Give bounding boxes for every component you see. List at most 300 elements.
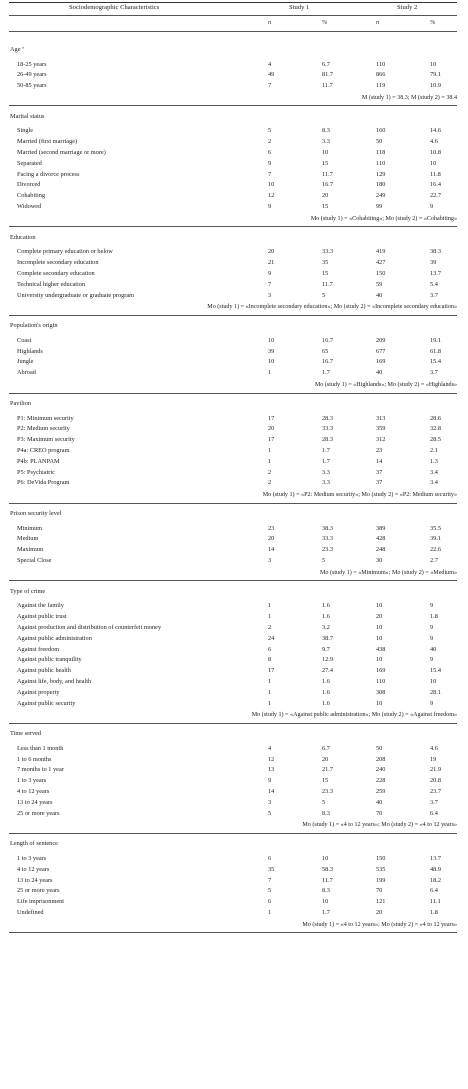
row-value: 9 bbox=[430, 623, 434, 631]
table-row bbox=[9, 459, 457, 467]
row-value: 3.3 bbox=[322, 468, 330, 476]
row-value: 10 bbox=[376, 623, 383, 631]
row-label: 1 to 3 years bbox=[17, 854, 47, 862]
table-row bbox=[9, 437, 457, 445]
row-label: Special Close bbox=[17, 557, 52, 564]
row-value: 11.7 bbox=[322, 876, 333, 884]
row-value: 39 bbox=[430, 259, 437, 267]
row-value: 17 bbox=[268, 414, 275, 422]
section-note: Mo (study 1) = «4 to 12 years»; Mo (study 2) = «4 to 12 years» bbox=[302, 822, 457, 829]
table-row bbox=[9, 789, 457, 797]
section-title: Pavilion bbox=[10, 400, 31, 407]
row-value: 38.3 bbox=[322, 524, 334, 532]
row-value: 40 bbox=[430, 645, 437, 653]
row-value: 169 bbox=[376, 667, 386, 675]
row-value: 1 bbox=[268, 613, 272, 621]
row-value: 7 bbox=[268, 82, 272, 90]
rule-line bbox=[9, 15, 457, 16]
row-value: 10 bbox=[376, 602, 383, 610]
row-value: 10 bbox=[430, 159, 437, 167]
table-row bbox=[9, 249, 457, 257]
row-label: Medium bbox=[17, 535, 39, 543]
row-value: 7 bbox=[268, 876, 272, 884]
row-value: 150 bbox=[376, 854, 386, 862]
row-value: 33.3 bbox=[322, 535, 334, 543]
table-row bbox=[9, 625, 457, 633]
row-value: 70 bbox=[376, 887, 383, 895]
table-row bbox=[9, 480, 457, 488]
header-pct-study1: % bbox=[322, 19, 328, 26]
row-value: 4 bbox=[268, 744, 272, 752]
table-row bbox=[9, 603, 457, 611]
row-value: 12 bbox=[268, 755, 275, 763]
rule-line bbox=[9, 503, 457, 504]
table-row bbox=[9, 800, 457, 808]
row-value: 32.8 bbox=[430, 425, 442, 433]
row-label: Against freedom bbox=[17, 645, 60, 653]
header-study1: Study 1 bbox=[289, 4, 310, 11]
row-value: 50 bbox=[376, 744, 383, 752]
row-value: 208 bbox=[376, 755, 386, 763]
row-value: 2.1 bbox=[430, 446, 438, 454]
section-note: Mo (study 1) = «Against public administration»; Mo (study 2) = «Against freedom» bbox=[251, 712, 457, 719]
row-value: 3.3 bbox=[322, 479, 330, 487]
row-value: 35.5 bbox=[430, 524, 442, 532]
rule-line bbox=[9, 31, 457, 32]
row-value: 9 bbox=[268, 269, 272, 277]
row-value: 9 bbox=[430, 699, 434, 707]
rule-line bbox=[9, 105, 457, 106]
row-label: Coast bbox=[17, 336, 32, 344]
table-row bbox=[9, 128, 457, 136]
row-value: 33.3 bbox=[322, 425, 334, 433]
row-value: 20 bbox=[268, 425, 275, 433]
row-value: 3.7 bbox=[430, 798, 438, 806]
row-value: 150 bbox=[376, 269, 386, 277]
table-row bbox=[9, 349, 457, 357]
row-value: 5 bbox=[268, 127, 272, 135]
row-value: 240 bbox=[376, 766, 386, 774]
row-value: 3 bbox=[268, 557, 272, 564]
row-value: 21.9 bbox=[430, 766, 442, 774]
row-label: Undefined bbox=[17, 908, 44, 916]
row-label: Against public tranquility bbox=[17, 656, 82, 664]
row-value: 39.1 bbox=[430, 535, 442, 543]
row-value: 209 bbox=[376, 336, 386, 344]
row-value: 2.7 bbox=[430, 557, 438, 564]
row-value: 35 bbox=[268, 865, 275, 873]
table-row bbox=[9, 139, 457, 147]
section-title-row bbox=[9, 589, 457, 597]
row-label: Life imprisonment bbox=[17, 898, 65, 906]
row-value: 2 bbox=[268, 468, 272, 476]
row-value: 1 bbox=[268, 688, 272, 696]
row-value: 16.7 bbox=[322, 358, 334, 366]
rule-line bbox=[9, 393, 457, 394]
row-value: 427 bbox=[376, 259, 386, 267]
table-row bbox=[9, 614, 457, 622]
row-label: 18-25 years bbox=[17, 60, 47, 68]
rule-line bbox=[9, 2, 457, 3]
row-value: 10 bbox=[268, 358, 275, 366]
row-label: P3: Maximum security bbox=[17, 436, 75, 444]
table-row bbox=[9, 370, 457, 378]
rule-line bbox=[9, 932, 457, 933]
section-note: Mo (study 1) = «Cohabiting»; Mo (study 2) = «Cohabiting» bbox=[310, 215, 457, 222]
table-row bbox=[9, 204, 457, 212]
row-value: 19 bbox=[430, 755, 437, 763]
row-label: 1 to 3 years bbox=[17, 777, 47, 785]
row-value: 5 bbox=[322, 291, 326, 299]
row-value: 20 bbox=[268, 248, 275, 256]
table-row bbox=[9, 657, 457, 665]
row-value: 10 bbox=[430, 60, 437, 68]
table-row bbox=[9, 888, 457, 896]
table-row bbox=[9, 668, 457, 676]
row-label: Minimum bbox=[17, 524, 43, 532]
table-row bbox=[9, 338, 457, 346]
row-value: 6.7 bbox=[322, 744, 330, 752]
row-value: 58.3 bbox=[322, 865, 334, 873]
table-row bbox=[9, 193, 457, 201]
row-label: Technical higher education bbox=[17, 280, 86, 288]
table-row bbox=[9, 526, 457, 534]
row-value: 6.7 bbox=[322, 60, 330, 68]
section-title: Marital status bbox=[10, 112, 45, 120]
table-row bbox=[9, 182, 457, 190]
row-value: 13.7 bbox=[430, 269, 442, 277]
rule-line bbox=[9, 226, 457, 227]
row-value: 1.6 bbox=[322, 677, 330, 685]
table-row bbox=[9, 359, 457, 367]
row-value: 14 bbox=[268, 788, 275, 795]
row-value: 38.3 bbox=[430, 248, 442, 256]
row-label: 4 to 12 years bbox=[17, 865, 50, 873]
row-value: 1 bbox=[268, 602, 272, 610]
row-value: 8.3 bbox=[322, 887, 330, 895]
row-value: 7 bbox=[268, 170, 272, 178]
row-value: 9 bbox=[268, 203, 272, 210]
row-label: 50-85 years bbox=[17, 82, 47, 90]
row-value: 1 bbox=[268, 699, 272, 707]
row-value: 20 bbox=[322, 192, 329, 200]
row-value: 2 bbox=[268, 623, 272, 631]
row-value: 6.4 bbox=[430, 809, 438, 817]
row-value: 37 bbox=[376, 479, 383, 487]
rule-line bbox=[9, 723, 457, 724]
row-label: University undergraduate or graduate program bbox=[17, 291, 135, 299]
row-label: 13 to 24 years bbox=[17, 798, 53, 806]
row-value: 119 bbox=[376, 82, 386, 90]
table-row bbox=[9, 260, 457, 268]
row-value: 9 bbox=[268, 159, 272, 167]
section-note: M (study 1) = 38.3; M (study 2) = 38.4 bbox=[361, 94, 457, 101]
row-label: 4 to 12 years bbox=[17, 788, 50, 795]
row-value: 9 bbox=[268, 777, 272, 785]
table-row bbox=[9, 878, 457, 886]
row-value: 18.2 bbox=[430, 876, 442, 884]
row-value: 15 bbox=[322, 777, 329, 785]
row-value: 1.7 bbox=[322, 446, 330, 454]
row-value: 15.4 bbox=[430, 358, 442, 366]
row-value: 17 bbox=[268, 667, 275, 675]
table-row bbox=[9, 448, 457, 456]
row-value: 21 bbox=[268, 259, 275, 267]
row-label: P4b: PLANPAM bbox=[17, 457, 60, 465]
row-value: 16.4 bbox=[430, 181, 442, 189]
row-label: Facing a divorce process bbox=[17, 170, 80, 178]
row-label: Complete primary education or below bbox=[17, 248, 113, 256]
row-value: 24 bbox=[268, 634, 275, 642]
row-value: 20 bbox=[376, 908, 383, 916]
table-row bbox=[9, 910, 457, 918]
table-row bbox=[9, 282, 457, 290]
row-value: 1.6 bbox=[322, 699, 330, 707]
row-value: 20 bbox=[268, 535, 275, 543]
rule-line bbox=[9, 580, 457, 581]
section-title-row bbox=[9, 323, 457, 331]
row-label: Cohabiting bbox=[17, 192, 45, 200]
row-value: 10 bbox=[430, 677, 437, 685]
row-label: Incomplete secondary education bbox=[17, 259, 99, 267]
row-label: Against life, body, and health bbox=[17, 677, 92, 685]
table-row bbox=[9, 636, 457, 644]
row-value: 28.3 bbox=[322, 436, 334, 444]
table-row bbox=[9, 547, 457, 555]
row-value: 23.7 bbox=[430, 788, 442, 795]
row-label: Against property bbox=[17, 688, 60, 696]
row-value: 48.9 bbox=[430, 865, 442, 873]
row-value: 110 bbox=[376, 159, 386, 167]
row-value: 6 bbox=[268, 898, 272, 906]
row-value: 121 bbox=[376, 898, 386, 906]
row-value: 6 bbox=[268, 645, 272, 653]
row-label: Against public trust bbox=[17, 613, 67, 621]
table-row bbox=[9, 172, 457, 180]
row-value: 28.5 bbox=[430, 436, 442, 444]
row-value: 10.9 bbox=[430, 82, 442, 90]
section-note: Mo (study 1) = «Incomplete secondary education»; Mo (study 2) = «Incomplete secondary education» bbox=[207, 304, 457, 311]
table-row bbox=[9, 767, 457, 775]
header-n-study1: n bbox=[268, 19, 272, 26]
row-value: 8 bbox=[268, 656, 272, 664]
row-label: 13 to 24 years bbox=[17, 876, 53, 884]
section-title: Age ª bbox=[10, 46, 24, 53]
row-label: Against production and distribution of counterfeit money bbox=[17, 623, 162, 631]
row-value: 9 bbox=[430, 656, 434, 664]
header-n-study2: n bbox=[376, 19, 380, 26]
row-value: 16.7 bbox=[322, 336, 334, 344]
section-note: Mo (study 1) = «Highlands»; Mo (study 2) = «Highlands» bbox=[314, 382, 457, 388]
row-label: Married (second marriage or more) bbox=[17, 149, 106, 156]
row-value: 13 bbox=[268, 766, 275, 774]
section-title-row bbox=[9, 731, 457, 739]
row-value: 3.4 bbox=[430, 479, 438, 487]
row-value: 438 bbox=[376, 645, 386, 653]
row-value: 14 bbox=[376, 457, 383, 465]
row-value: 5 bbox=[268, 887, 272, 895]
header-pct-study2: % bbox=[430, 19, 436, 26]
row-value: 8.3 bbox=[322, 809, 330, 817]
section-title: Prison security level bbox=[10, 510, 62, 518]
section-title: Education bbox=[10, 233, 36, 241]
row-value: 10.8 bbox=[430, 149, 442, 156]
row-label: Complete secondary education bbox=[17, 269, 95, 277]
row-value: 313 bbox=[376, 414, 386, 422]
row-label: Single bbox=[17, 127, 34, 135]
row-value: 249 bbox=[376, 192, 386, 200]
row-value: 61.8 bbox=[430, 347, 442, 355]
table-row bbox=[9, 470, 457, 478]
table-row bbox=[9, 293, 457, 301]
row-value: 14 bbox=[268, 546, 275, 554]
row-value: 15 bbox=[322, 269, 329, 277]
row-label: P1: Minimum security bbox=[17, 414, 74, 422]
row-label: Widowed bbox=[17, 203, 42, 210]
row-label: 7 months to 1 year bbox=[17, 766, 64, 774]
table-row bbox=[9, 62, 457, 70]
row-value: 7 bbox=[268, 280, 272, 288]
row-label: Maximum bbox=[17, 546, 44, 554]
table-row bbox=[9, 150, 457, 158]
table-row bbox=[9, 690, 457, 698]
row-value: 1 bbox=[268, 457, 272, 465]
table-row bbox=[9, 536, 457, 544]
row-value: 10 bbox=[322, 854, 329, 862]
row-value: 11.7 bbox=[322, 170, 333, 178]
row-value: 38.7 bbox=[322, 634, 334, 642]
table-row bbox=[9, 701, 457, 709]
row-value: 3.7 bbox=[430, 369, 438, 377]
row-value: 3.3 bbox=[322, 138, 330, 146]
row-value: 6 bbox=[268, 149, 272, 156]
section-title: Length of sentence bbox=[10, 840, 58, 848]
section-title-row bbox=[9, 511, 457, 519]
row-label: Abroad bbox=[17, 369, 36, 377]
row-value: 16.7 bbox=[322, 181, 334, 189]
row-value: 15 bbox=[322, 159, 329, 167]
row-label: Against public health bbox=[17, 667, 71, 675]
row-value: 4.6 bbox=[430, 138, 438, 146]
row-label: Against the family bbox=[17, 602, 64, 610]
row-value: 1.7 bbox=[322, 908, 330, 916]
row-value: 129 bbox=[376, 170, 386, 178]
row-value: 118 bbox=[376, 149, 386, 156]
row-value: 49 bbox=[268, 71, 275, 79]
row-value: 22.6 bbox=[430, 546, 442, 554]
table-row bbox=[9, 867, 457, 875]
row-label: P6: DeVida Program bbox=[17, 479, 70, 487]
row-value: 259 bbox=[376, 788, 386, 795]
row-value: 535 bbox=[376, 865, 386, 873]
row-label: P4a: CREO program bbox=[17, 446, 70, 454]
row-value: 1.8 bbox=[430, 613, 438, 621]
row-value: 3.7 bbox=[430, 291, 438, 299]
row-value: 5 bbox=[268, 809, 272, 817]
table-row bbox=[9, 83, 457, 91]
row-value: 20.8 bbox=[430, 777, 442, 785]
row-value: 1.8 bbox=[430, 908, 438, 916]
row-value: 110 bbox=[376, 60, 386, 68]
row-value: 10 bbox=[268, 181, 275, 189]
row-value: 79.1 bbox=[430, 71, 442, 79]
row-label: Highlands bbox=[17, 347, 43, 355]
row-value: 389 bbox=[376, 524, 386, 532]
row-value: 110 bbox=[376, 677, 386, 685]
row-value: 19.1 bbox=[430, 336, 442, 344]
row-value: 6.4 bbox=[430, 887, 438, 895]
table-subheader-row bbox=[9, 20, 457, 28]
row-label: P5: Psychiatric bbox=[17, 468, 55, 476]
row-value: 3 bbox=[268, 291, 272, 299]
table-row bbox=[9, 679, 457, 687]
header-characteristics: Sociodemographic Characteristics bbox=[69, 4, 160, 11]
section-note: Mo (study 1) = «Minimum»; Mo (study 2) = «Medium» bbox=[319, 569, 457, 576]
row-value: 14.6 bbox=[430, 127, 442, 135]
table-row bbox=[9, 161, 457, 169]
row-value: 3 bbox=[268, 798, 272, 806]
row-value: 248 bbox=[376, 546, 386, 554]
row-value: 419 bbox=[376, 248, 386, 256]
row-label: Jungle bbox=[17, 358, 34, 366]
header-study2: Study 2 bbox=[397, 4, 418, 11]
rule-line bbox=[9, 833, 457, 834]
row-value: 40 bbox=[376, 798, 383, 806]
row-value: 20 bbox=[322, 755, 329, 763]
section-title-row bbox=[9, 235, 457, 243]
table-row bbox=[9, 271, 457, 279]
row-value: 3.2 bbox=[322, 623, 330, 631]
row-value: 228 bbox=[376, 777, 386, 785]
row-value: 169 bbox=[376, 358, 386, 366]
row-value: 28.3 bbox=[322, 414, 334, 422]
row-label: Separated bbox=[17, 159, 42, 167]
row-label: 25 or more years bbox=[17, 887, 60, 895]
row-value: 35 bbox=[322, 259, 329, 267]
section-title-row bbox=[9, 841, 457, 849]
row-value: 10 bbox=[376, 699, 383, 707]
row-value: 1.6 bbox=[322, 688, 330, 696]
row-value: 5.4 bbox=[430, 280, 438, 288]
row-value: 5 bbox=[322, 798, 326, 806]
row-value: 23 bbox=[268, 524, 275, 532]
row-label: 25 or more years bbox=[17, 809, 60, 817]
row-value: 9 bbox=[430, 634, 434, 642]
row-label: Less than 1 month bbox=[17, 744, 64, 752]
row-label: 1 to 6 months bbox=[17, 755, 52, 763]
table-row bbox=[9, 72, 457, 80]
row-value: 23.3 bbox=[322, 546, 334, 554]
table-row bbox=[9, 647, 457, 655]
section-title: Type of crime bbox=[10, 587, 46, 595]
row-value: 4.6 bbox=[430, 744, 438, 752]
row-value: 59 bbox=[376, 280, 383, 288]
section-title-row bbox=[9, 114, 457, 122]
row-value: 1 bbox=[268, 908, 272, 916]
row-value: 40 bbox=[376, 369, 383, 377]
row-value: 70 bbox=[376, 809, 383, 817]
section-title: Population's origin bbox=[10, 322, 58, 330]
row-value: 1 bbox=[268, 677, 272, 685]
row-value: 12 bbox=[268, 192, 275, 200]
row-label: 26-49 years bbox=[17, 71, 47, 79]
row-label: Divorced bbox=[17, 181, 41, 189]
row-value: 1 bbox=[268, 369, 272, 377]
row-value: 17 bbox=[268, 436, 275, 444]
row-value: 10 bbox=[376, 656, 383, 664]
row-value: 28.1 bbox=[430, 688, 442, 696]
section-title-row bbox=[9, 401, 457, 409]
